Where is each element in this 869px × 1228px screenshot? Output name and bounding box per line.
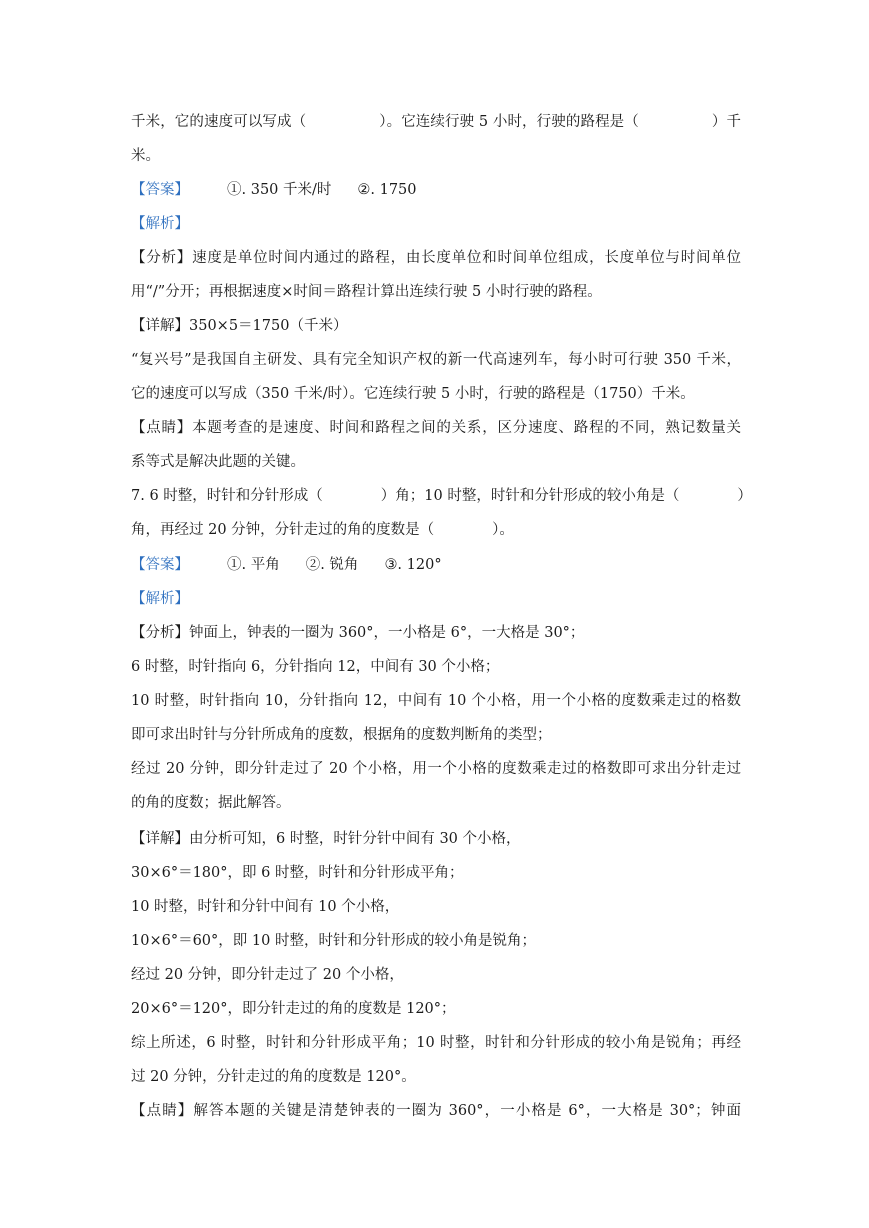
q7-xiangjie-3: 10 时整，时针和分针中间有 10 个小格， xyxy=(131,899,400,915)
q7-fenxi-6: 的角的度数；据此解答。 xyxy=(131,795,291,811)
q6-xiangjie-2: “复兴号”是我国自主研发、具有完全知识产权的新一代高速列车，每小时可行驶 350 千米， xyxy=(131,352,741,368)
answer-tag: 【答案】 xyxy=(131,182,189,198)
analysis-tag: 【解析】 xyxy=(131,591,189,607)
answer-item: ②. 1750 xyxy=(357,182,417,198)
q7-line-2: 角，再经过 20 分钟，分针走过的角的度数是（ ）。 xyxy=(131,522,514,538)
q7-fenxi-3: 10 时整，时针指向 10，分针指向 12，中间有 10 个小格，用一个小格的度数乘走过的格数 xyxy=(131,693,741,709)
q7-dianjing-1: 【点睛】解答本题的关键是清楚钟表的一圈为 360°，一小格是 6°，一大格是 30°；钟面 xyxy=(131,1103,741,1119)
answer-item: ③. 120° xyxy=(384,557,442,573)
answer-tag: 【答案】 xyxy=(131,557,189,573)
q7-answer-row xyxy=(131,555,741,575)
q7-fenxi-1: 【分析】钟面上，钟表的一圈为 360°，一小格是 6°，一大格是 30°； xyxy=(131,625,585,641)
answer-item: ①. 平角 xyxy=(227,557,280,573)
q6-line-2: 米。 xyxy=(131,148,160,164)
answer-item: ②. 锐角 xyxy=(305,557,359,573)
q7-fenxi-5: 经过 20 分钟，即分针走过了 20 个小格，用一个小格的度数乘走过的格数即可求出分针走过 xyxy=(131,761,741,777)
q7-xiangjie-5: 经过 20 分钟，即分针走过了 20 个小格， xyxy=(131,967,404,983)
q7-line-1: 7. 6 时整，时针和分针形成（ ）角；10 时整，时针和分针形成的较小角是（ ） xyxy=(131,488,752,504)
q7-xiangjie-1: 【详解】由分析可知，6 时整，时针分针中间有 30 个小格， xyxy=(131,831,521,847)
analysis-tag: 【解析】 xyxy=(131,216,189,232)
q6-xiangjie-1: 【详解】350×5＝1750（千米） xyxy=(131,318,348,334)
q7-fenxi-4: 即可求出时针与分针所成角的度数，根据角的度数判断角的类型； xyxy=(131,727,552,743)
q7-xiangjie-4: 10×6°＝60°，即 10 时整，时针和分针形成的较小角是锐角； xyxy=(131,933,536,949)
answer-item: ①. 350 千米/时 xyxy=(227,182,332,198)
q6-fenxi-2: 用“/”分开；再根据速度×时间＝路程计算出连续行驶 5 小时行驶的路程。 xyxy=(131,284,602,300)
q6-dianjing-2: 系等式是解决此题的关键。 xyxy=(131,454,305,470)
q7-xiangjie-2: 30×6°＝180°，即 6 时整，时针和分针形成平角； xyxy=(131,865,464,881)
q6-xiangjie-3: 它的速度可以写成（350 千米/时）。它连续行驶 5 小时，行驶的路程是（1750）千米。 xyxy=(131,386,695,402)
q7-xiangjie-8: 过 20 分钟，分针走过的角的度数是 120°。 xyxy=(131,1069,416,1085)
q7-xiangjie-6: 20×6°＝120°，即分针走过的角的度数是 120°； xyxy=(131,1001,456,1017)
q6-answer-row xyxy=(131,180,741,200)
q7-xiangjie-7: 综上所述，6 时整，时针和分针形成平角；10 时整，时针和分针形成的较小角是锐角；再经 xyxy=(131,1035,741,1051)
q7-fenxi-2: 6 时整，时针指向 6，分针指向 12，中间有 30 个小格； xyxy=(131,659,500,675)
q6-fenxi-1: 【分析】速度是单位时间内通过的路程，由长度单位和时间单位组成，长度单位与时间单位 xyxy=(131,250,741,266)
q6-dianjing-1: 【点睛】本题考查的是速度、时间和路程之间的关系，区分速度、路程的不同，熟记数量关 xyxy=(131,420,741,436)
q6-line-1: 千米，它的速度可以写成（ ）。它连续行驶 5 小时，行驶的路程是（ ）千 xyxy=(131,114,741,130)
